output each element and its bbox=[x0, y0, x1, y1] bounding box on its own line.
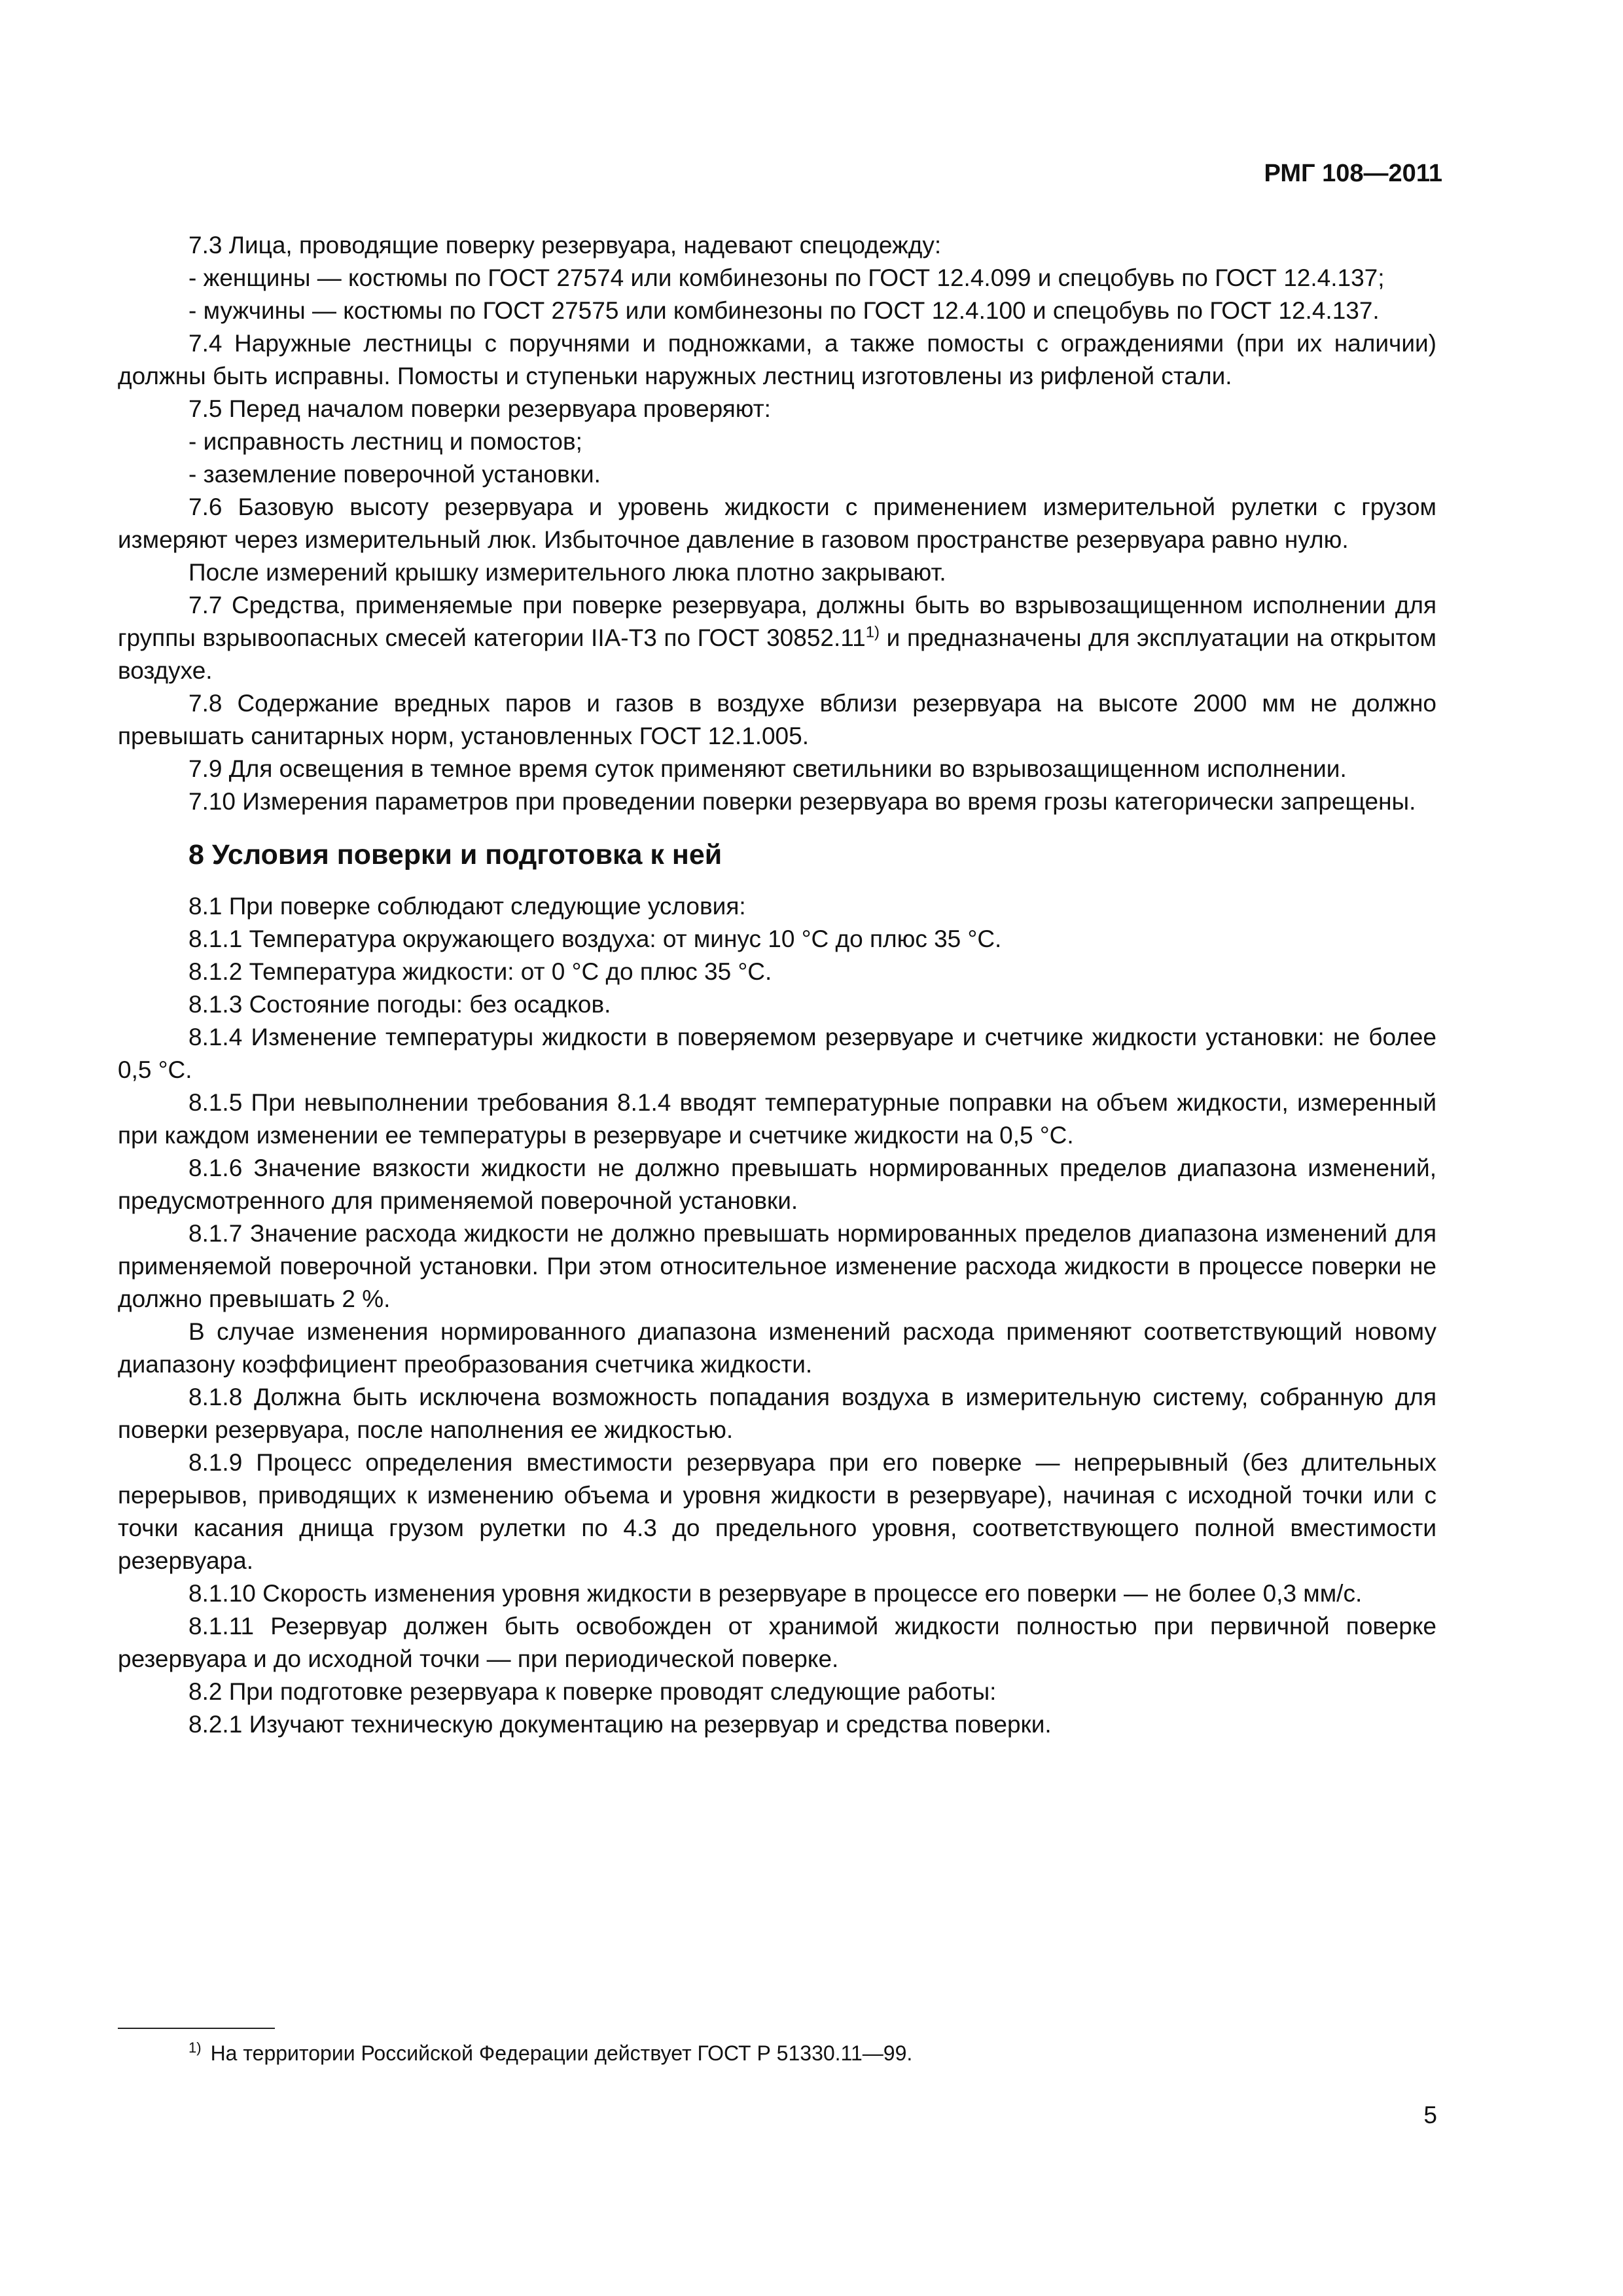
paragraph-8-1-11: 8.1.11 Резервуар должен быть освобожден от хранимой жидкости полностью при первичной поверке резервуара и до исходной точки — при периодической поверке. bbox=[118, 1613, 1436, 1672]
paragraph-8-1-5: 8.1.5 При невыполнении требования 8.1.4 вводят температурные поправки на объем жидкости, измеренный при каждом изменении ее температуры в резервуаре и счетчике жидкости на 0,5 °С. bbox=[118, 1089, 1436, 1149]
list-item-men: - мужчины — костюмы по ГОСТ 27575 или комбинезоны по ГОСТ 12.4.100 и спецобувь по ГОСТ 12.4.137. bbox=[188, 297, 1380, 324]
paragraph-8-2-1: 8.2.1 Изучают техническую документацию на резервуар и средства поверки. bbox=[188, 1711, 1052, 1738]
list-item-ladders: - исправность лестниц и помостов; bbox=[188, 428, 582, 455]
list-item-grounding: - заземление поверочной установки. bbox=[188, 461, 601, 488]
paragraph-8-1-7: 8.1.7 Значение расхода жидкости не должно превышать нормированных пределов диапазона изменений для применяемой поверочной установки. При этом относительное изменение расхода жидкости в процессе поверки не должно превышать 2 %. bbox=[118, 1220, 1436, 1312]
paragraph-7-7-text-end: и предназначены для эксплуатации на открытом воздухе. bbox=[118, 624, 1436, 684]
paragraph-7-4: 7.4 Наружные лестницы с поручнями и подножками, а также помосты с ограждениями (при их наличии) должны быть исправны. Помосты и ступеньки наружных лестниц изготовлены из рифленой стали. bbox=[118, 330, 1436, 389]
paragraph-8-1-6: 8.1.6 Значение вязкости жидкости не должно превышать нормированных пределов диапазона изменений, предусмотренного для применяемой поверочной установки. bbox=[118, 1155, 1436, 1214]
paragraph-7-7 bbox=[118, 589, 1436, 687]
footnote-reference: 1) bbox=[865, 623, 880, 641]
page-body bbox=[118, 229, 1436, 1741]
paragraph-8-1-10: 8.1.10 Скорость изменения уровня жидкости в резервуаре в процессе его поверки — не более 0,3 мм/с. bbox=[188, 1580, 1363, 1607]
paragraph-7-5: 7.5 Перед началом поверки резервуара проверяют: bbox=[188, 395, 771, 422]
paragraph-8-2: 8.2 При подготовке резервуара к поверке проводят следующие работы: bbox=[188, 1678, 997, 1705]
paragraph-8-1: 8.1 При поверке соблюдают следующие условия: bbox=[188, 893, 746, 920]
paragraph-7-9: 7.9 Для освещения в темное время суток применяют светильники во взрывозащищенном исполнении. bbox=[188, 755, 1347, 782]
paragraph-7-10: 7.10 Измерения параметров при проведении поверки резервуара во время грозы категорически запрещены. bbox=[188, 788, 1416, 815]
paragraph-7-6-continuation: После измерений крышку измерительного люка плотно закрывают. bbox=[188, 559, 946, 586]
paragraph-8-1-3: 8.1.3 Состояние погоды: без осадков. bbox=[188, 991, 611, 1018]
paragraph-7-3: 7.3 Лица, проводящие поверку резервуара, надевают спецодежду: bbox=[188, 232, 942, 259]
paragraph-7-8: 7.8 Содержание вредных паров и газов в воздухе вблизи резервуара на высоте 2000 мм не должно превышать санитарных норм, установленных ГОСТ 12.1.005. bbox=[118, 690, 1436, 749]
paragraph-7-7-text: 7.7 Средства, применяемые при поверке резервуара, должны быть во взрывозащищенном исполнении для группы взрывоопасных смесей категории IIA-Т3 по ГОСТ 30852.11 bbox=[118, 592, 1436, 651]
paragraph-8-1-9: 8.1.9 Процесс определения вместимости резервуара при его поверке — непрерывный (без длительных перерывов, приводящих к изменению объема и уровня жидкости в резервуаре), начиная с исходной точки или с точки касания днища грузом рулетки по 4.3 до предельного уровня, соответствующего полной вместимости резервуара. bbox=[118, 1449, 1436, 1574]
paragraph-7-6: 7.6 Базовую высоту резервуара и уровень жидкости с применением измерительной рулетки с грузом измеряют через измерительный люк. Избыточное давление в газовом пространстве резервуара равно нулю. bbox=[118, 493, 1436, 553]
paragraph-8-1-8: 8.1.8 Должна быть исключена возможность попадания воздуха в измерительную систему, собранную для поверки резервуара, после наполнения ее жидкостью. bbox=[118, 1384, 1436, 1443]
footnote bbox=[188, 2040, 912, 2066]
paragraph-8-1-4: 8.1.4 Изменение температуры жидкости в поверяемом резервуаре и счетчике жидкости установки: не более 0,5 °С. bbox=[118, 1024, 1436, 1083]
paragraph-8-1-1: 8.1.1 Температура окружающего воздуха: от минус 10 °С до плюс 35 °С. bbox=[188, 925, 1002, 952]
footnote-text: На территории Российской Федерации действует ГОСТ Р 51330.11—99. bbox=[210, 2041, 913, 2065]
page-number: 5 bbox=[1423, 2102, 1437, 2128]
list-item-women: - женщины — костюмы по ГОСТ 27574 или комбинезоны по ГОСТ 12.4.099 и спецобувь по ГОСТ 12.4.137; bbox=[188, 264, 1385, 291]
section-8-heading: 8 Условия поверки и подготовка к ней bbox=[188, 839, 722, 870]
document-code: РМГ 108—2011 bbox=[1264, 160, 1442, 187]
footnote-divider bbox=[118, 2028, 275, 2029]
footnote-mark: 1) bbox=[188, 2039, 202, 2056]
paragraph-8-1-7-continuation: В случае изменения нормированного диапазона изменений расхода применяют соответствующий новому диапазону коэффициент преобразования счетчика жидкости. bbox=[118, 1318, 1436, 1378]
paragraph-8-1-2: 8.1.2 Температура жидкости: от 0 °С до плюс 35 °С. bbox=[188, 958, 772, 985]
